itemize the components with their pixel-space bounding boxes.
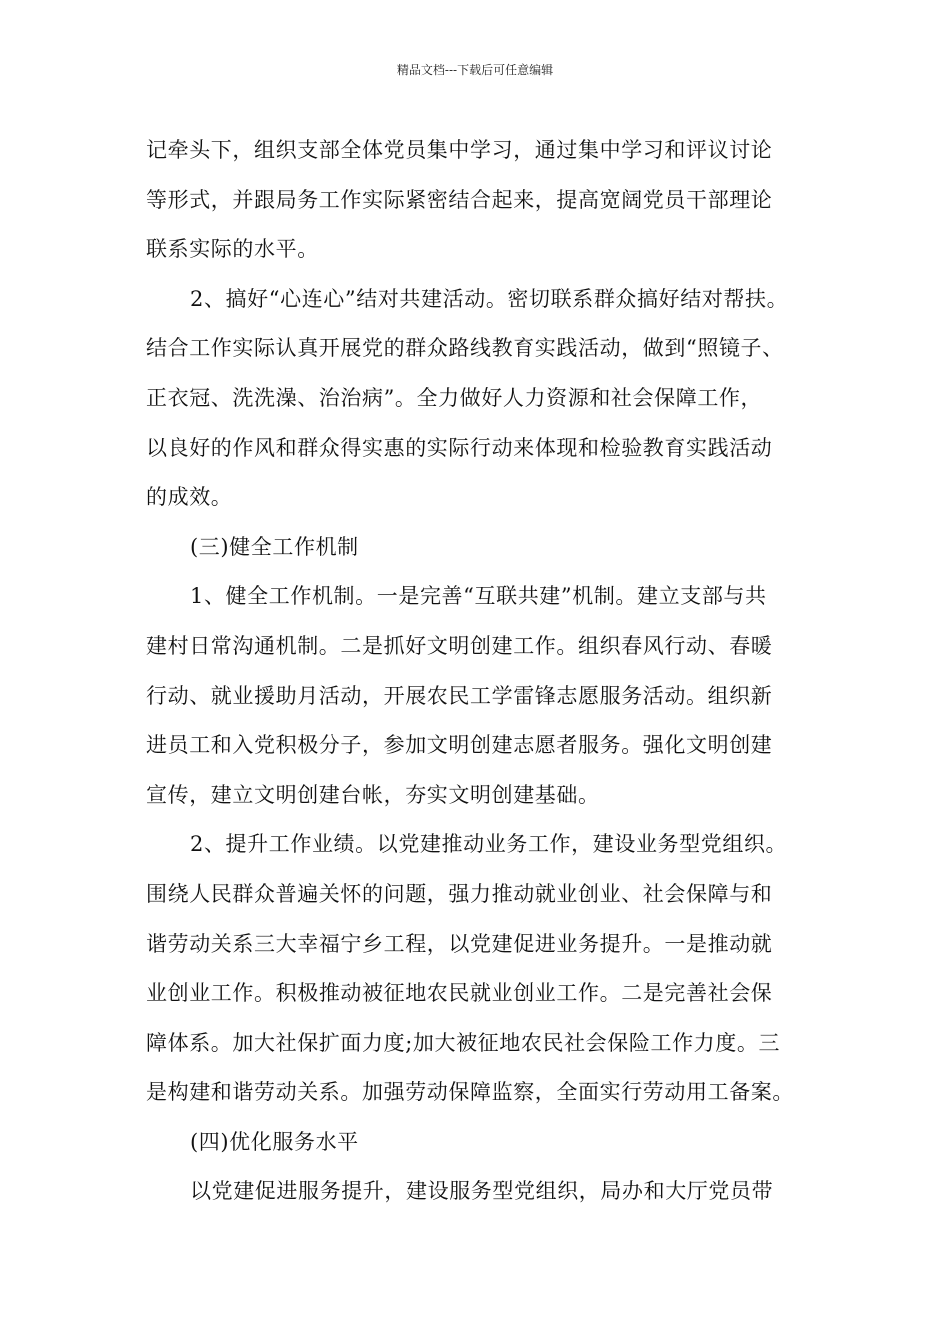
paragraph-start-line: 2、搞好“心连心”结对共建活动。密切联系群众搞好结对帮扶。 [190, 286, 789, 311]
section-heading: (三)健全工作机制 [190, 534, 359, 559]
text-line: 行动、就业援助月活动，开展农民工学雷锋志愿服务活动。组织新 [146, 683, 773, 708]
page-header: 精品文档---下载后可任意编辑 [396, 63, 554, 77]
document-body [146, 126, 812, 1217]
text-line: 业创业工作。积极推动被征地农民就业创业工作。二是完善社会保 [146, 981, 773, 1006]
text-line: 进员工和入党积极分子，参加文明创建志愿者服务。强化文明创建 [146, 733, 773, 758]
text-line: 联系实际的水平。 [146, 237, 319, 262]
section-heading: (四)优化服务水平 [190, 1129, 359, 1154]
text-line: 以良好的作风和群众得实惠的实际行动来体现和检验教育实践活动 [146, 435, 773, 460]
paragraph-start-line: 以党建促进服务提升，建设服务型党组织，局办和大厅党员带 [190, 1179, 774, 1204]
paragraph-start-line: 1、健全工作机制。一是完善“互联共建”机制。建立支部与共 [190, 584, 767, 609]
text-line: 建村日常沟通机制。二是抓好文明创建工作。组织春风行动、春暖 [146, 633, 773, 658]
text-line: 结合工作实际认真开展党的群众路线教育实践活动，做到“照镜子、 [146, 336, 784, 361]
text-line: 障体系。加大社保扩面力度;加大被征地农民社会保险工作力度。三 [146, 1030, 781, 1055]
text-line: 是构建和谐劳动关系。加强劳动保障监察，全面实行劳动用工备案。 [146, 1080, 794, 1105]
paragraph-start-line: 2、提升工作业绩。以党建推动业务工作，建设业务型党组织。 [190, 832, 788, 857]
text-line: 围绕人民群众普遍关怀的问题，强力推动就业创业、社会保障与和 [146, 881, 773, 906]
text-line: 等形式，并跟局务工作实际紧密结合起来，提高宽阔党员干部理论 [146, 187, 773, 212]
text-line: 记牵头下，组织支部全体党员集中学习，通过集中学习和评议讨论 [146, 138, 773, 162]
text-line: 的成效。 [146, 485, 233, 510]
text-line: 正衣冠、洗洗澡、治治病”。全力做好人力资源和社会保障工作， [146, 385, 763, 410]
text-line: 宣传，建立文明创建台帐，夯实文明创建基础。 [146, 782, 600, 807]
text-line: 谐劳动关系三大幸福宁乡工程，以党建促进业务提升。一是推动就 [146, 931, 773, 956]
